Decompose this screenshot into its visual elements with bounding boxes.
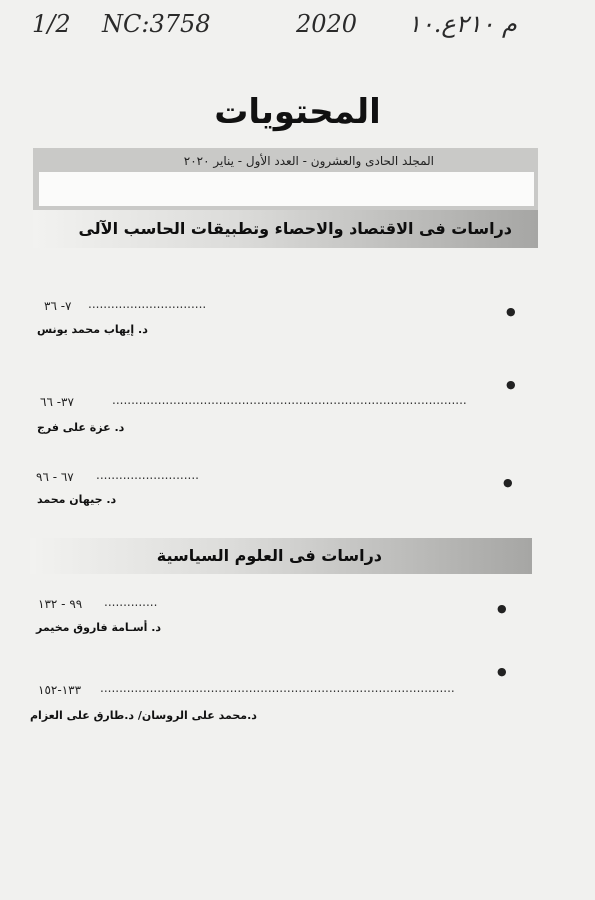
handwritten-year: 2020	[296, 10, 358, 38]
bullet-icon: ●	[503, 476, 513, 489]
handwritten-annotations	[0, 6, 595, 46]
entry-author: د.محمد على الروسان/ د.طارق على العزام	[30, 709, 257, 722]
issue-line: المجلد الحادى والعشرون - العدد الأول - يناير ٢٠٢٠	[183, 154, 434, 168]
entry-pages: ٦٧ - ٩٦	[36, 470, 74, 484]
entry-author: د. عزة على فرج	[37, 421, 125, 434]
handwritten-nc-code: NC:3758	[102, 10, 211, 38]
bullet-icon: ●	[497, 665, 507, 678]
section-heading-economics: دراسات فى الاقتصاد والاحصاء وتطبيقات الحاسب الآلى	[33, 210, 538, 248]
entry-leader-dots: .............................................................................................	[100, 681, 455, 695]
section-heading-political-science: دراسات فى العلوم السياسية	[30, 538, 532, 574]
bullet-icon: ●	[506, 378, 516, 391]
entry-author: د. إيهاب محمد يونس	[37, 323, 148, 336]
issue-blank-box	[39, 172, 534, 206]
issue-info-bar	[33, 148, 538, 212]
bullet-icon: ●	[497, 602, 507, 615]
entry-pages: ٣٧- ٦٦	[40, 395, 74, 409]
page-title: المحتويات	[214, 92, 381, 132]
handwritten-ref-code: م ٢١٠ع.١٠	[408, 10, 517, 38]
entry-leader-dots: ...........................	[96, 468, 199, 482]
bullet-icon: ●	[506, 305, 516, 318]
entry-author: د. جيهان محمد	[37, 493, 117, 506]
entry-author: د. أسـامة فاروق مخيمر	[36, 621, 162, 634]
handwritten-page-fraction: 1/2	[32, 10, 71, 38]
entry-pages: ٩٩ - ١٣٢	[38, 597, 83, 611]
entry-pages: ١٣٣-١٥٢	[38, 683, 82, 697]
entry-leader-dots: ...............................	[88, 297, 207, 311]
entry-leader-dots: .............................................................................................	[112, 393, 467, 407]
entry-leader-dots: ..............	[104, 595, 158, 609]
entry-pages: ٧- ٣٦	[44, 299, 72, 313]
